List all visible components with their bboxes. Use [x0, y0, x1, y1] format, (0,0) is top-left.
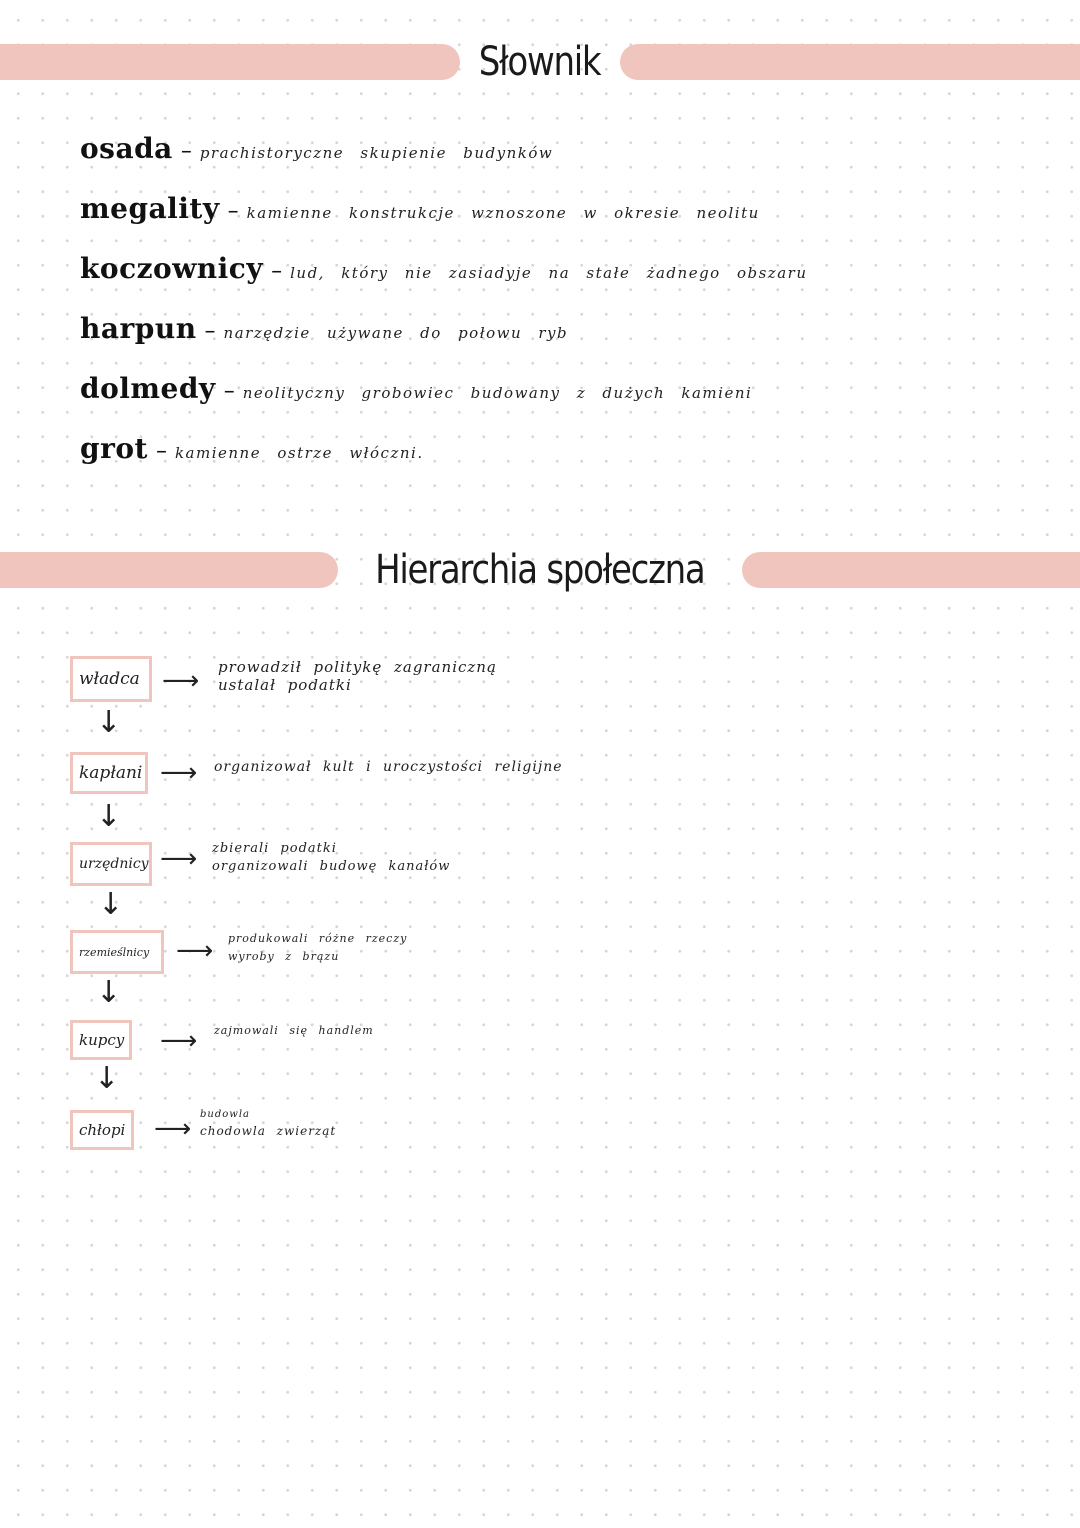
glossary-term: grot — [80, 432, 148, 465]
glossary-item — [80, 192, 760, 242]
header-bar-left — [0, 552, 338, 588]
description-line: prowadził politykę zagraniczną — [218, 658, 497, 676]
hierarchy-description — [200, 1108, 336, 1140]
description-line: budowla — [200, 1109, 250, 1120]
right-arrow-icon: ⟶ — [154, 1114, 192, 1144]
description-line: ustalał podatki — [218, 676, 352, 694]
right-arrow-icon: ⟶ — [176, 936, 214, 966]
glossary-term: koczownicy — [80, 252, 264, 285]
hierarchy-description — [218, 658, 497, 694]
glossary-dash: – — [155, 439, 167, 464]
header-band-hierarchy — [0, 547, 1080, 593]
glossary-item — [80, 312, 568, 362]
right-arrow-icon: ⟶ — [162, 666, 200, 696]
glossary-term: osada — [80, 132, 173, 165]
header-bar-right — [620, 44, 1080, 80]
right-arrow-icon: ⟶ — [160, 1026, 198, 1056]
down-arrow-icon: ↓ — [96, 975, 122, 1010]
glossary-item — [80, 252, 807, 302]
glossary-item — [80, 432, 424, 482]
section-title-dictionary: Słownik — [479, 39, 601, 85]
glossary-term: harpun — [80, 312, 197, 345]
section-title-hierarchy: Hierarchia społeczna — [375, 547, 705, 593]
down-arrow-icon: ↓ — [94, 1061, 120, 1096]
description-line: zbierali podatki — [212, 841, 337, 856]
hierarchy-description — [212, 840, 450, 876]
glossary-dash: – — [204, 319, 216, 344]
header-band-dictionary — [0, 39, 1080, 85]
description-line: zajmowali się handlem — [214, 1024, 374, 1037]
glossary-dash: – — [180, 139, 192, 164]
header-bar-left — [0, 44, 460, 80]
glossary-definition: narzędzie używane do połowu ryb — [223, 324, 569, 342]
description-line: organizował kult i uroczystości religijne — [214, 759, 563, 775]
hierarchy-description — [228, 930, 407, 966]
glossary-dash: – — [223, 379, 235, 404]
right-arrow-icon: ⟶ — [160, 844, 198, 874]
description-line: chodowla zwierząt — [200, 1124, 337, 1138]
down-arrow-icon: ↓ — [98, 887, 124, 922]
hierarchy-node: władca — [70, 656, 152, 702]
right-arrow-icon: ⟶ — [160, 758, 198, 788]
description-line: organizowali budowę kanałów — [212, 859, 451, 874]
glossary-dash: – — [271, 259, 283, 284]
down-arrow-icon: ↓ — [96, 705, 122, 740]
glossary-definition: kamienne ostrze włóczni. — [174, 444, 424, 462]
glossary-definition: kamienne konstrukcje wznoszone w okresie neolitu — [246, 204, 760, 222]
hierarchy-description — [214, 1022, 374, 1040]
description-line: produkowali różne rzeczy — [228, 932, 408, 945]
glossary-item — [80, 372, 752, 422]
glossary-term: dolmedy — [80, 372, 216, 405]
hierarchy-description — [214, 758, 563, 776]
glossary-item — [80, 132, 553, 182]
glossary-definition: neolityczny grobowiec budowany z dużych kamieni — [242, 384, 753, 402]
glossary-term: megality — [80, 192, 220, 225]
hierarchy-node: rzemieślnicy — [70, 930, 164, 974]
hierarchy-node: urzędnicy — [70, 842, 152, 886]
glossary-definition: prachistoryczne skupienie budynków — [199, 144, 554, 162]
glossary-definition: lud, który nie zasiadyje na stałe żadnego obszaru — [290, 264, 808, 282]
hierarchy-node: chłopi — [70, 1110, 134, 1150]
hierarchy-node: kupcy — [70, 1020, 132, 1060]
hierarchy-node: kapłani — [70, 752, 148, 794]
description-line: wyroby z brązu — [228, 950, 340, 963]
glossary-dash: – — [227, 199, 239, 224]
header-bar-right — [742, 552, 1080, 588]
down-arrow-icon: ↓ — [96, 799, 122, 834]
